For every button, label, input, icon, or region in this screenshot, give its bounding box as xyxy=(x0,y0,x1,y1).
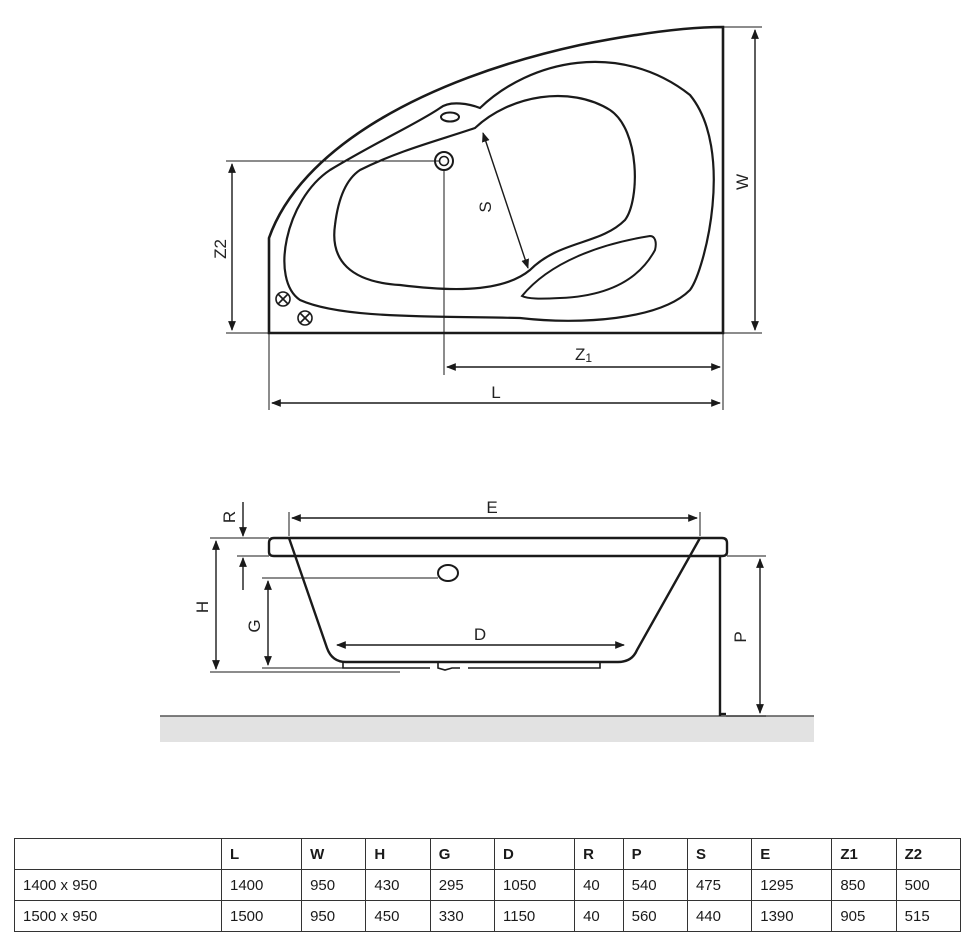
label-z1: Z1 xyxy=(575,345,593,365)
table-cell: 560 xyxy=(623,901,687,932)
table-cell: 475 xyxy=(687,870,751,901)
table-cell: 905 xyxy=(832,901,896,932)
label-d: D xyxy=(473,625,487,644)
label-h: H xyxy=(193,600,212,614)
table-row xyxy=(15,901,961,932)
top-view xyxy=(226,27,762,410)
table-header-cell xyxy=(15,839,222,870)
table-cell: 1050 xyxy=(495,870,575,901)
table-header-cell: Z2 xyxy=(896,839,960,870)
table-cell: 950 xyxy=(302,901,366,932)
top-view-basin xyxy=(334,96,635,289)
table-header-cell: Z1 xyxy=(832,839,896,870)
label-r: R xyxy=(220,510,239,524)
table-cell: 330 xyxy=(430,901,494,932)
top-view-armrest xyxy=(522,236,656,299)
top-view-overflow xyxy=(441,113,459,122)
table-cell: 440 xyxy=(687,901,751,932)
table-cell: 1150 xyxy=(495,901,575,932)
table-cell: 515 xyxy=(896,901,960,932)
table-header-cell: W xyxy=(302,839,366,870)
table-header-cell: S xyxy=(687,839,751,870)
table-cell: 950 xyxy=(302,870,366,901)
table-header-cell: P xyxy=(623,839,687,870)
top-view-inner-rim xyxy=(284,62,713,321)
table-cell: 850 xyxy=(832,870,896,901)
tap-hole-icon xyxy=(298,311,312,325)
label-w: W xyxy=(733,173,752,191)
table-cell: 430 xyxy=(366,870,430,901)
table-cell: 1295 xyxy=(752,870,832,901)
side-view-overflow xyxy=(438,565,458,581)
table-row xyxy=(15,870,961,901)
table-cell: 40 xyxy=(575,901,624,932)
table-header-cell: D xyxy=(495,839,575,870)
table-cell: 1390 xyxy=(752,901,832,932)
table-cell: 1500 xyxy=(222,901,302,932)
label-p: P xyxy=(731,631,750,643)
top-view-drain-inner xyxy=(440,157,449,166)
label-e: E xyxy=(486,498,498,517)
table-header-cell: R xyxy=(575,839,624,870)
side-view-rim xyxy=(269,538,727,556)
table-cell: 1500 x 950 xyxy=(15,901,222,932)
floor xyxy=(160,716,814,742)
label-z2: Z2 xyxy=(211,239,230,259)
table-header-cell: H xyxy=(366,839,430,870)
table-header-cell: G xyxy=(430,839,494,870)
table-cell: 1400 xyxy=(222,870,302,901)
table-header-cell: E xyxy=(752,839,832,870)
label-l: L xyxy=(491,383,501,402)
label-g: G xyxy=(245,619,264,633)
dim-line-s xyxy=(483,133,528,268)
label-s: S xyxy=(476,201,495,213)
table-cell: 450 xyxy=(366,901,430,932)
table-header-row xyxy=(15,839,961,870)
dimensions-table xyxy=(14,838,961,932)
table-cell: 1400 x 950 xyxy=(15,870,222,901)
table-cell: 540 xyxy=(623,870,687,901)
table-header-cell: L xyxy=(222,839,302,870)
tap-hole-icon xyxy=(276,292,290,306)
table-cell: 295 xyxy=(430,870,494,901)
table-cell: 500 xyxy=(896,870,960,901)
table-cell: 40 xyxy=(575,870,624,901)
